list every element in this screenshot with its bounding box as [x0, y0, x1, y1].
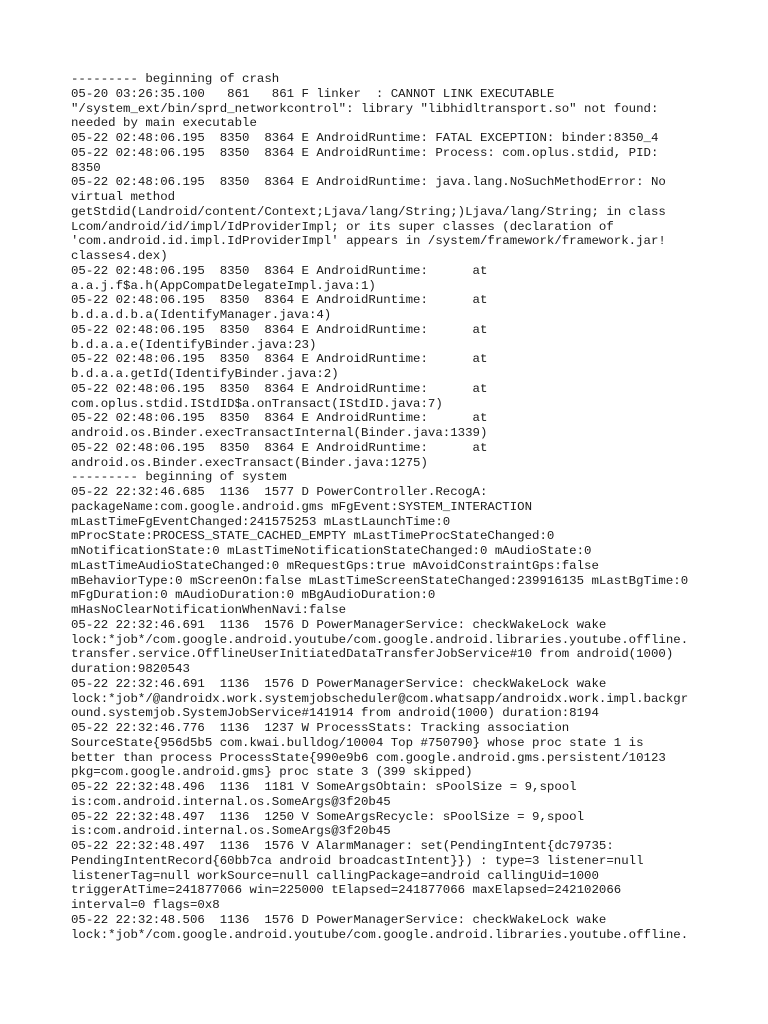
log-line: b.d.a.d.b.a(IdentifyManager.java:4): [71, 308, 332, 322]
log-line: a.a.j.f$a.h(AppCompatDelegateImpl.java:1): [71, 278, 376, 293]
log-line: 05-22 02:48:06.195 8350 8364 E AndroidRuntime: at: [71, 381, 488, 396]
log-line: lock:*job*/com.google.android.youtube/com.google.android.libraries.youtube.offline.: [71, 632, 689, 647]
log-line: interval=0 flags=0x8: [71, 898, 220, 912]
log-line: virtual method: [71, 190, 176, 204]
log-line: android.os.Binder.execTransact(Binder.java:1275): [71, 455, 428, 470]
log-line: getStdid(Landroid/content/Context;Ljava/lang/String;)Ljava/lang/String; in class: [71, 204, 666, 219]
log-line: --------- beginning of system: [71, 470, 287, 485]
log-line: --------- beginning of crash: [71, 72, 280, 86]
log-line: b.d.a.a.getId(IdentifyBinder.java:2): [71, 367, 339, 381]
log-line: 05-22 02:48:06.195 8350 8364 E AndroidRuntime: Process: com.oplus.stdid, PID:: [71, 145, 659, 160]
log-line: 05-22 22:32:48.497 1136 1250 V SomeArgsRecycle: sPoolSize = 9,spool: [71, 809, 585, 824]
log-line: mNotificationState:0 mLastTimeNotificationStateChanged:0 mAudioState:0: [71, 544, 592, 558]
log-line: transfer.service.OfflineUserInitiatedDataTransferJobService#10 from android(1000): [71, 647, 674, 662]
log-line: 05-22 02:48:06.195 8350 8364 E AndroidRuntime: at: [71, 263, 488, 278]
log-line: 8350: [71, 160, 101, 175]
log-line: 05-22 02:48:06.195 8350 8364 E AndroidRuntime: java.lang.NoSuchMethodError: No: [71, 175, 666, 190]
log-line: mLastTimeAudioStateChanged:0 mRequestGps:true mAvoidConstraintGps:false: [71, 558, 599, 573]
log-line: 05-22 22:32:48.506 1136 1576 D PowerManagerService: checkWakeLock wake: [71, 912, 607, 927]
log-line: 05-22 02:48:06.195 8350 8364 E AndroidRuntime: at: [71, 322, 488, 337]
log-line: 05-22 22:32:46.691 1136 1576 D PowerManagerService: checkWakeLock wake: [71, 676, 607, 691]
log-line: listenerTag=null workSource=null callingPackage=android callingUid=1000: [71, 868, 599, 883]
log-line: 05-22 22:32:48.497 1136 1576 V AlarmManager: set(PendingIntent{dc79735:: [71, 839, 614, 853]
log-line: 'com.android.id.impl.IdProviderImpl' appears in /system/framework/framework.jar!: [71, 234, 666, 249]
log-line: triggerAtTime=241877066 win=225000 tElapsed=241877066 maxElapsed=242102066: [71, 883, 622, 898]
log-line: 05-22 22:32:46.685 1136 1577 D PowerController.RecogA:: [71, 485, 488, 499]
log-line: needed by main executable: [71, 116, 257, 131]
log-line: pkg=com.google.android.gms} proc state 3 (399 skipped): [71, 765, 473, 780]
log-line: "/system_ext/bin/sprd_networkcontrol": library "libhidltransport.so" not found:: [71, 101, 659, 116]
log-line: 05-22 02:48:06.195 8350 8364 E AndroidRuntime: at: [71, 352, 488, 367]
log-line: mLastTimeFgEventChanged:241575253 mLastLaunchTime:0: [71, 514, 451, 529]
log-line: duration:9820543: [71, 662, 190, 676]
log-line: 05-20 03:26:35.100 861 861 F linker : CANNOT LINK EXECUTABLE: [71, 86, 555, 101]
log-line: 05-22 02:48:06.195 8350 8364 E AndroidRuntime: at: [71, 440, 488, 455]
log-line: SourceState{956d5b5 com.kwai.bulldog/10004 Top #750790} whose proc state 1 is: [71, 735, 644, 750]
log-line: packageName:com.google.android.gms mFgEvent:SYSTEM_INTERACTION: [71, 499, 533, 514]
log-line: mHasNoClearNotificationWhenNavi:false: [71, 603, 347, 617]
log-line: 05-22 02:48:06.195 8350 8364 E AndroidRuntime: at: [71, 411, 488, 426]
log-line: lock:*job*/com.google.android.youtube/com.google.android.libraries.youtube.offline.: [71, 927, 689, 942]
log-line: 05-22 22:32:46.691 1136 1576 D PowerManagerService: checkWakeLock wake: [71, 617, 607, 632]
log-line: com.oplus.stdid.IStdID$a.onTransact(IStdID.java:7): [71, 396, 443, 411]
log-line: 05-22 02:48:06.195 8350 8364 E AndroidRuntime: FATAL EXCEPTION: binder:8350_4: [71, 131, 659, 145]
log-line: 05-22 22:32:48.496 1136 1181 V SomeArgsObtain: sPoolSize = 9,spool: [71, 780, 577, 794]
log-line: 05-22 02:48:06.195 8350 8364 E AndroidRuntime: at: [71, 293, 488, 308]
log-line: ound.systemjob.SystemJobService#141914 from android(1000) duration:8194: [71, 706, 599, 721]
log-line: mProcState:PROCESS_STATE_CACHED_EMPTY mLastTimeProcStateChanged:0: [71, 529, 555, 544]
log-line: PendingIntentRecord{60bb7ca android broadcastIntent}}) : type=3 listener=null: [71, 853, 644, 868]
log-line: classes4.dex): [71, 249, 168, 263]
log-line: better than process ProcessState{990e9b6 com.google.android.gms.persistent/10123: [71, 750, 666, 765]
log-line: is:com.android.internal.os.SomeArgs@3f20b45: [71, 794, 391, 809]
log-document: [71, 72, 711, 942]
log-line: mFgDuration:0 mAudioDuration:0 mBgAudioDuration:0: [71, 588, 436, 603]
log-line: lock:*job*/@androidx.work.systemjobscheduler@com.whatsapp/androidx.work.impl.backgr: [71, 691, 689, 706]
log-line: Lcom/android/id/impl/IdProviderImpl; or its super classes (declaration of: [71, 219, 614, 234]
log-line: is:com.android.internal.os.SomeArgs@3f20b45: [71, 824, 391, 839]
log-line: 05-22 22:32:46.776 1136 1237 W ProcessStats: Tracking association: [71, 721, 570, 735]
log-line: android.os.Binder.execTransactInternal(Binder.java:1339): [71, 426, 488, 440]
log-line: mBehaviorType:0 mScreenOn:false mLastTimeScreenStateChanged:239916135 mLastBgTime:0: [71, 573, 689, 588]
log-line: b.d.a.a.e(IdentifyBinder.java:23): [71, 337, 317, 352]
